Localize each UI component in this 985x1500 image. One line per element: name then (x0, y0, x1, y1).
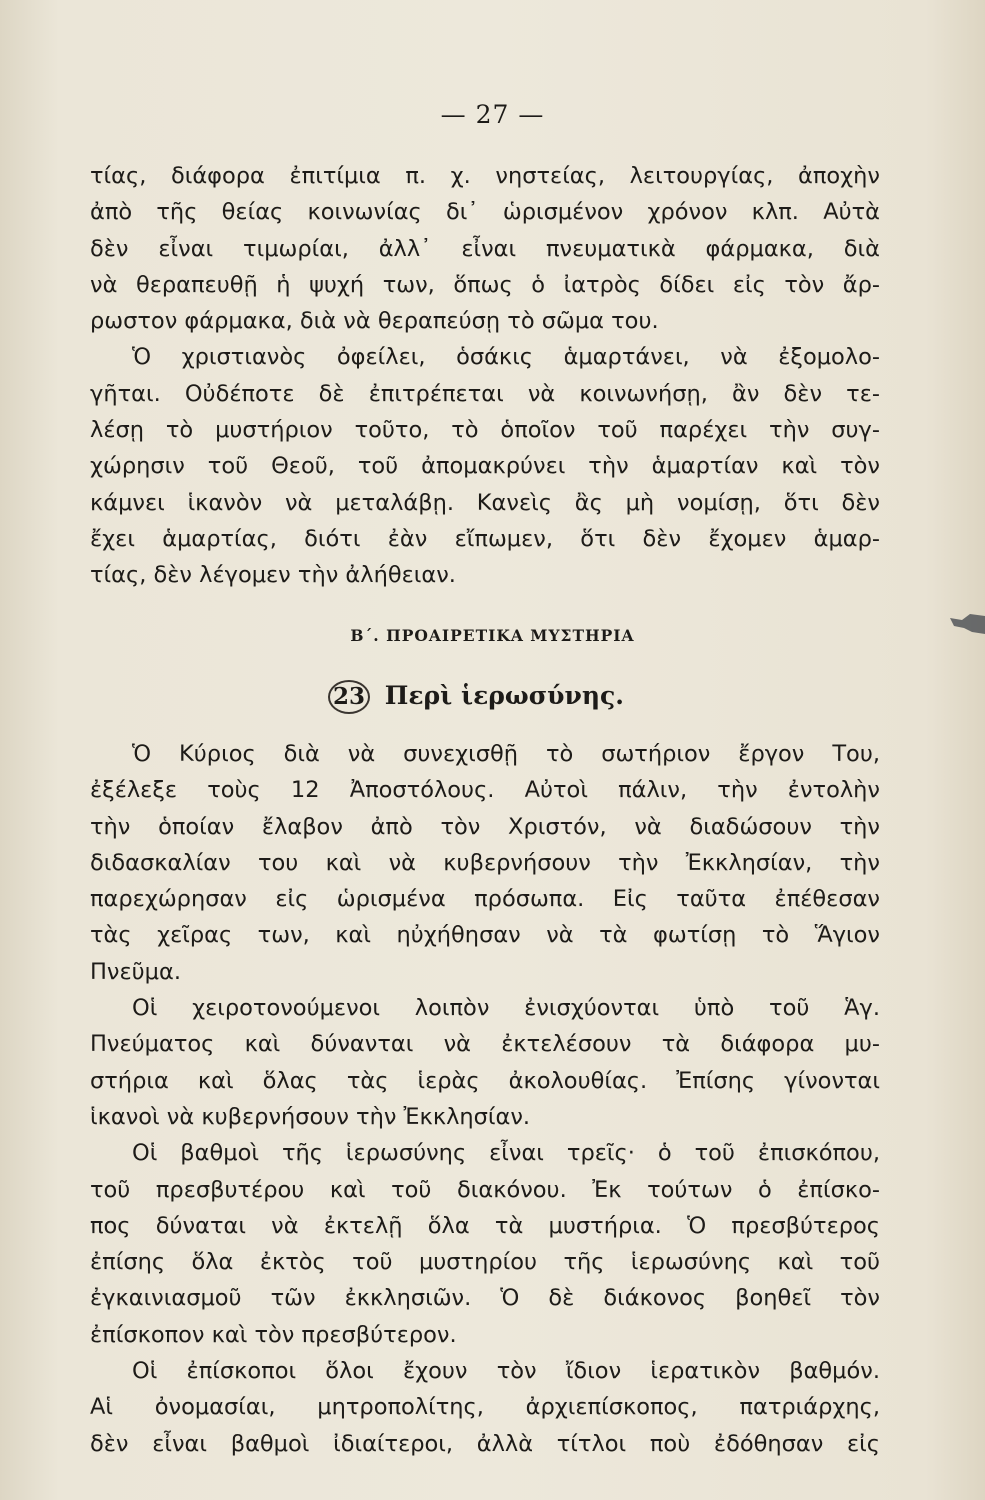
text-block-top (90, 158, 880, 594)
text-line: τοῦ πρεσβυτέρου καὶ τοῦ διακόνου. Ἐκ τούτων ὁ ἐπίσκο- (90, 1176, 880, 1203)
text-line: γῆται. Οὐδέποτε δὲ ἐπιτρέπεται νὰ κοινωνήσῃ, ἂν δὲν τε- (90, 380, 880, 407)
text-line: Πνεῦμα. (90, 958, 181, 985)
page-number: — 27 — (440, 100, 545, 129)
text-line: δὲν εἶναι βαθμοὶ ἰδιαίτεροι, ἀλλὰ τίτλοι ποὺ ἐδόθησαν εἰς (90, 1430, 880, 1457)
text-line: ἐπίσης ὅλα ἐκτὸς τοῦ μυστηρίου τῆς ἱερωσύνης καὶ τοῦ (90, 1249, 880, 1276)
chapter-title-text: Περὶ ἱερωσύνης. (384, 681, 624, 710)
text-line: ρωστον φάρμακα, διὰ νὰ θεραπεύσῃ τὸ σῶμα του. (90, 308, 659, 335)
text-line: Ὁ Κύριος διὰ νὰ συνεχισθῇ τὸ σωτήριον ἔργον Του, (132, 741, 880, 767)
text-line: ἱκανοὶ νὰ κυβερνήσουν τὴν Ἐκκλησίαν. (90, 1103, 531, 1130)
text-line: στήρια καὶ ὅλας τὰς ἱερὰς ἀκολουθίας. Ἐπίσης γίνονται (90, 1067, 880, 1094)
text-line: τὰς χεῖρας των, καὶ ηὐχήθησαν νὰ τὰ φωτίσῃ τὸ Ἅγιον (90, 922, 880, 949)
text-line: ἐγκαινιασμοῦ τῶν ἐκκλησιῶν. Ὁ δὲ διάκονος βοηθεῖ τὸν (90, 1285, 880, 1312)
text-line: διδασκαλίαν του καὶ νὰ κυβερνήσουν τὴν Ἐκκλησίαν, τὴν (90, 849, 880, 876)
text-block-bottom (90, 736, 880, 1462)
text-line: λέσῃ τὸ μυστήριον τοῦτο, τὸ ὁποῖον τοῦ παρέχει τὴν συγ- (90, 417, 880, 444)
section-header: Β΄. ΠΡΟΑΙΡΕΤΙΚΑ ΜΥΣΤΗΡΙΑ (350, 626, 635, 645)
text-line: Οἱ ἐπίσκοποι ὅλοι ἔχουν τὸν ἴδιον ἱερατικὸν βαθμόν. (132, 1358, 880, 1385)
text-line: τὴν ὁποίαν ἔλαβον ἀπὸ τὸν Χριστόν, νὰ διαδώσουν τὴν (90, 813, 880, 840)
chapter-title (328, 680, 624, 714)
text-line: ἐξέλεξε τοὺς 12 Ἀποστόλους. Αὐτοὶ πάλιν, τὴν ἐντολὴν (90, 777, 880, 804)
text-line: τίας, διάφορα ἐπιτίμια π. χ. νηστείας, λειτουργίας, ἀποχὴν (90, 163, 880, 189)
text-line: χώρησιν τοῦ Θεοῦ, τοῦ ἀπομακρύνει τὴν ἁμαρτίαν καὶ τὸν (90, 453, 880, 480)
text-line: κάμνει ἱκανὸν νὰ μεταλάβῃ. Κανεὶς ἂς μὴ νομίσῃ, ὅτι δὲν (90, 489, 880, 516)
chapter-number: 23 (328, 680, 370, 714)
text-line: Οἱ βαθμοὶ τῆς ἱερωσύνης εἶναι τρεῖς· ὁ τοῦ ἐπισκόπου, (132, 1140, 880, 1167)
text-line: Οἱ χειροτονούμενοι λοιπὸν ἐνισχύονται ὑπὸ τοῦ Ἁγ. (132, 995, 880, 1022)
text-line: νὰ θεραπευθῇ ἡ ψυχή των, ὅπως ὁ ἰατρὸς δίδει εἰς τὸν ἄρ- (90, 271, 880, 298)
text-line: παρεχώρησαν εἰς ὡρισμένα πρόσωπα. Εἰς ταῦτα ἐπέθεσαν (90, 886, 880, 913)
text-line: ἔχει ἁμαρτίας, διότι ἐὰν εἴπωμεν, ὅτι δὲν ἔχομεν ἁμαρ- (90, 525, 880, 552)
text-line: δὲν εἶναι τιμωρίαι, ἀλλ᾽ εἶναι πνευματικὰ φάρμακα, διὰ (90, 235, 880, 262)
text-line: Αἱ ὀνομασίαι, μητροπολίτης, ἀρχιεπίσκοπος, πατριάρχης, (90, 1394, 880, 1421)
text-line: ἀπὸ τῆς θείας κοινωνίας δι᾽ ὡρισμένον χρόνον κλπ. Αὐτὰ (90, 199, 880, 226)
text-line: τίας, δὲν λέγομεν τὴν ἀλήθειαν. (90, 562, 456, 589)
text-line: πος δύναται νὰ ἐκτελῇ ὅλα τὰ μυστήρια. Ὁ πρεσβύτερος (90, 1212, 880, 1239)
text-line: ἐπίσκοπον καὶ τὸν πρεσβύτερον. (90, 1321, 457, 1348)
text-line: Πνεύματος καὶ δύνανται νὰ ἐκτελέσουν τὰ διάφορα μυ- (90, 1031, 880, 1058)
text-line: Ὁ χριστιανὸς ὀφείλει, ὁσάκις ἁμαρτάνει, νὰ ἐξομολο- (132, 344, 880, 371)
binding-tab-mark (948, 608, 985, 638)
